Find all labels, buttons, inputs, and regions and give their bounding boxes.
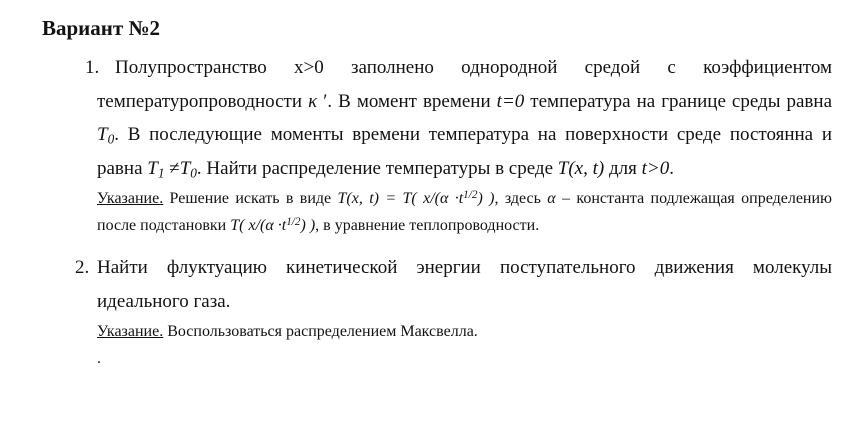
problem-body: Найти флуктуацию кинетической энергии поступательного движения молекулы идеального газа. [97,257,832,312]
problem-note: Указание. Решение искать в виде T(x, t) = T( $x/(\alpha \cdot t^{1/2})$ ), здесь α – константа подлежащая определению после подстановки T( $x/(\alpha \cdot t^{1/2})$ ), в уравнение теплопроводности. [97,188,833,234]
document-title: Вариант №2 [42,16,161,40]
problem-item-1 [42,51,832,239]
problem-note-extra: . [97,350,101,367]
problem-item-2 [42,251,832,372]
problem-number: 1. [85,57,100,78]
problem-note: Указание. Воспользоваться распределением Максвелла. [97,323,478,340]
problem-body: Полупространство x>0 заполнено однородной средой с коэффициентом температуропроводности κ ′. В момент времени t=0 температура на границе среды равна $T_0$. В последующие моменты времени температура на поверхности среде постоянна и равна $T_1 \ne T_0$. Найти распределение температуры в среде T(x, t) для t>0. [97,57,833,180]
problem-number: 2. [75,257,90,278]
